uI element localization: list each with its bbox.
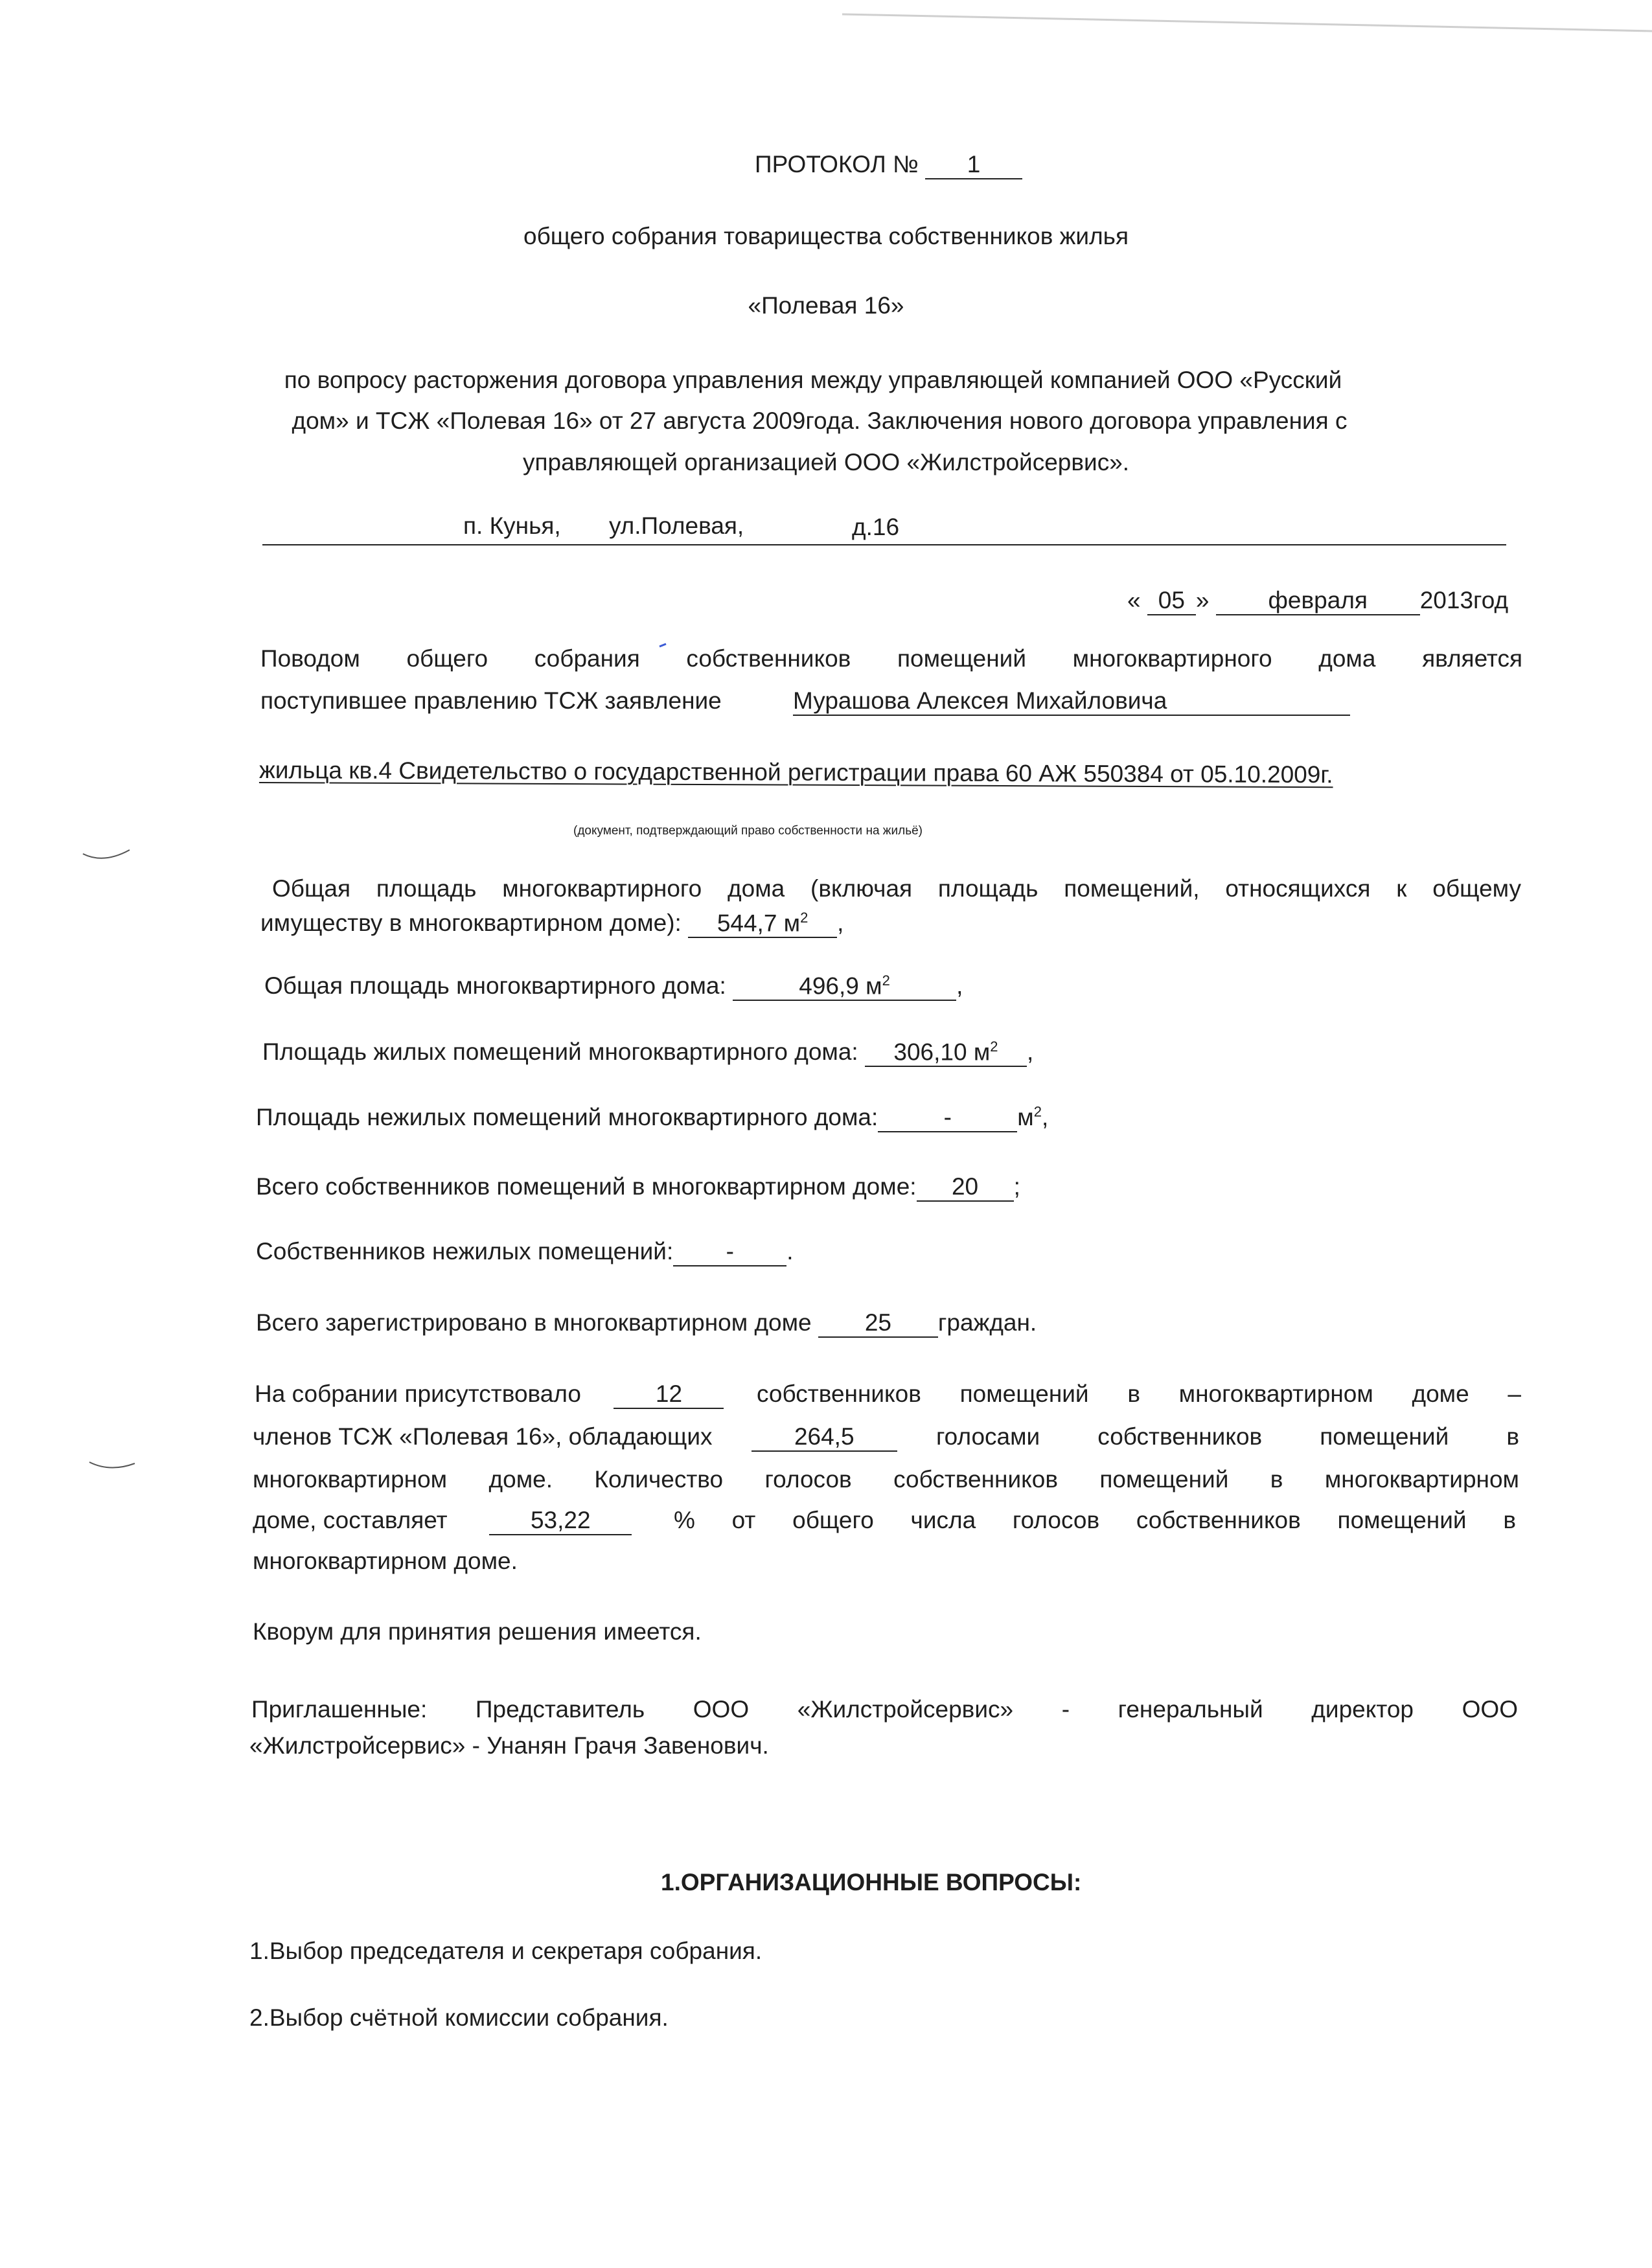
total-area-value [688, 910, 837, 938]
house-area-value [733, 973, 956, 1001]
living-area-value [865, 1039, 1027, 1067]
votes-count: 264,5 [751, 1424, 897, 1452]
nonliving-area-line [256, 1103, 1048, 1132]
attendance-line-5: многоквартирном доме. [253, 1548, 518, 1574]
protocol-number: 1 [925, 152, 1022, 179]
total-area-line-1: Общая площадь многоквартирного дома (включая площадь помещений, относящихся к общему [272, 875, 1521, 902]
reason-line-3: жильца кв.4 Свидетельство о государственной регистрации права 60 АЖ 550384 от 05.10.2009г. [258, 757, 1333, 788]
sq-sup: 2 [800, 909, 809, 926]
reason-line-1: Поводом общего собрания собственников помещений многоквартирного дома является [260, 645, 1522, 672]
quorum-text: Кворум для принятия решения имеется. [253, 1618, 702, 1645]
attendance-l2-a: членов ТСЖ «Полевая 16», обладающих [253, 1423, 713, 1450]
protocol-title [755, 150, 1022, 179]
attendance-l2-b: голосами собственников помещений в [936, 1423, 1519, 1450]
sq-sup: 2 [882, 972, 890, 989]
attendance-l1-a: На собрании присутствовало [255, 1380, 581, 1407]
date-open-quote: « [1127, 587, 1141, 613]
house-area-label: Общая площадь многоквартирного дома: [264, 972, 726, 999]
nonliving-owners-label: Собственников нежилых помещений: [256, 1238, 674, 1265]
nonliving-area-unit: м [1017, 1104, 1034, 1130]
present-count: 12 [614, 1381, 724, 1409]
pen-tick-mark [656, 640, 675, 659]
attendance-line-4 [253, 1506, 1516, 1535]
scan-edge-line [0, 0, 1652, 39]
attendance-line-2 [253, 1423, 1519, 1452]
comma: , [1026, 1038, 1034, 1065]
reason-line-2-prefix: поступившее правлению ТСЖ заявление [260, 687, 722, 714]
comma: , [1041, 1104, 1049, 1130]
meeting-date [1127, 586, 1508, 615]
votes-percent: 53,22 [489, 1507, 632, 1535]
semicolon: ; [1013, 1173, 1020, 1200]
nonliving-area-label: Площадь нежилых помещений многоквартирного дома: [256, 1104, 878, 1130]
organization-name: «Полевая 16» [748, 292, 904, 319]
section-heading: 1.ОРГАНИЗАЦИОННЫЕ ВОПРОСЫ: [661, 1869, 1082, 1896]
date-day: 05 [1147, 588, 1196, 615]
document-caption: (документ, подтверждающий право собственности на жильё) [573, 824, 923, 838]
registered-label: Всего зарегистрировано в многоквартирном доме [256, 1309, 812, 1336]
sq-sup: 2 [990, 1038, 998, 1055]
period: . [786, 1238, 794, 1265]
total-area-label: имуществу в многоквартирном доме): [260, 910, 682, 936]
invited-line-2: «Жилстройсервис» - Унанян Грачя Завенович. [249, 1732, 769, 1759]
comma: , [837, 910, 844, 936]
registered-suffix: граждан. [937, 1309, 1037, 1336]
topic-line-3: управляющей организацией ООО «Жилстройсервис». [522, 449, 1130, 475]
registered-value: 25 [818, 1310, 938, 1338]
nonliving-owners-line [256, 1237, 794, 1266]
protocol-title-prefix: ПРОТОКОЛ № [755, 151, 919, 178]
address-street: ул.Полевая, [609, 512, 744, 539]
house-area-value-text: 496,9 м [799, 972, 882, 999]
living-area-line [262, 1038, 1033, 1067]
registered-line [256, 1309, 1037, 1338]
owners-count-value: 20 [917, 1174, 1014, 1202]
topic-line-1: по вопросу расторжения договора управления между управляющей компанией ООО «Русский [284, 367, 1342, 393]
punch-hole-mark-top [78, 842, 136, 868]
attendance-l4-a: доме, составляет [253, 1507, 448, 1533]
owners-count-label: Всего собственников помещений в многоквартирном доме: [256, 1173, 917, 1200]
sq-sup: 2 [1033, 1103, 1042, 1120]
nonliving-area-value: - [878, 1105, 1017, 1132]
address-underline [262, 544, 1506, 545]
section-item-2: 2.Выбор счётной комиссии собрания. [249, 2004, 669, 2031]
address-settlement: п. Кунья, [463, 512, 561, 539]
invited-line-1: Приглашенные: Представитель ООО «Жилстройсервис» - генеральный директор ООО [251, 1696, 1518, 1723]
living-area-label: Площадь жилых помещений многоквартирного дома: [262, 1038, 858, 1065]
owners-count-line [256, 1173, 1020, 1202]
attendance-line-3: многоквартирном доме. Количество голосов собственников помещений в многоквартирном [253, 1466, 1519, 1493]
date-year: 2013год [1419, 587, 1509, 613]
attendance-line-1 [255, 1380, 1521, 1409]
total-area-line-2 [260, 909, 843, 938]
reason-line-2 [260, 687, 1350, 716]
attendance-l1-b: собственников помещений в многоквартирном доме – [756, 1380, 1521, 1407]
applicant-name-text: Мурашова Алексея Михайловича [793, 687, 1167, 714]
topic-line-2: дом» и ТСЖ «Полевая 16» от 27 августа 2009года. Заключения нового договора управления с [292, 407, 1348, 434]
applicant-name [793, 688, 1350, 716]
address-house: д.16 [852, 514, 900, 540]
attendance-l4-b: % от общего числа голосов собственников помещений в [673, 1507, 1516, 1533]
date-month: февраля [1216, 588, 1420, 615]
nonliving-owners-value: - [673, 1239, 786, 1266]
section-item-1: 1.Выбор председателя и секретаря собрания. [249, 1938, 763, 1964]
living-area-value-text: 306,10 м [893, 1038, 991, 1065]
comma: , [956, 972, 963, 999]
punch-hole-mark-bottom [84, 1454, 143, 1480]
date-close-quote: » [1195, 587, 1210, 613]
protocol-subtitle: общего собрания товарищества собственников жилья [523, 223, 1129, 249]
house-area-line [264, 972, 963, 1001]
total-area-value-text: 544,7 м [717, 910, 801, 936]
